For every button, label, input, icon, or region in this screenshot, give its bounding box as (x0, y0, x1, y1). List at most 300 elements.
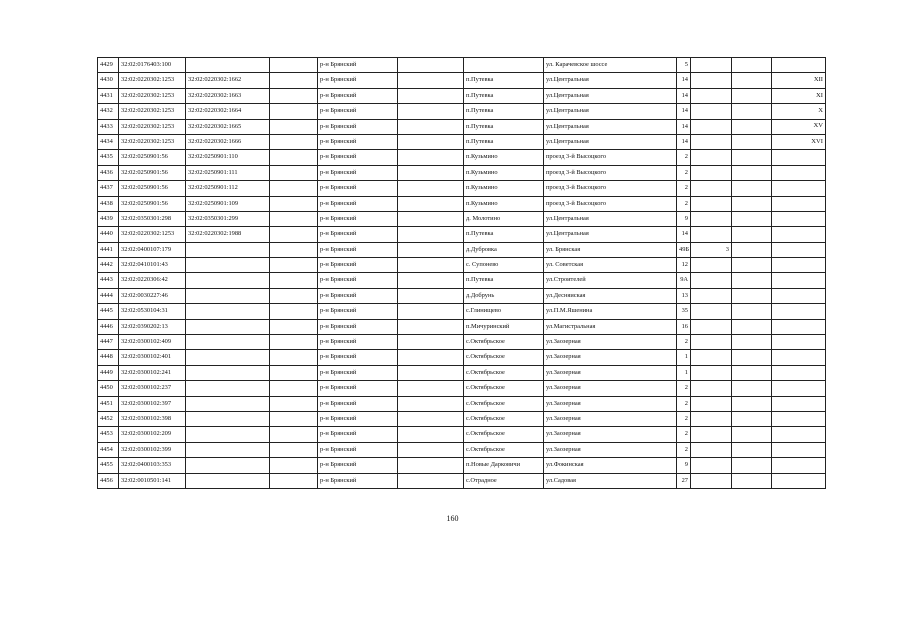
cell-empty (732, 58, 772, 73)
cell-settlement: п.Новые Дарковичи (464, 458, 544, 473)
cell-empty (398, 181, 464, 196)
cell-building (691, 319, 732, 334)
cell-district: р-н Брянский (318, 258, 398, 273)
cell-room-number: XII (772, 73, 826, 88)
table-row (98, 181, 826, 196)
cell-empty (398, 458, 464, 473)
cell-room-cadastral-number: 32:02:0250901:112 (186, 181, 270, 196)
cell-empty (270, 119, 318, 134)
cell-street: ул.Заозерная (544, 335, 677, 350)
cell-settlement: с.Октябрьское (464, 381, 544, 396)
cell-street: ул.Центральная (544, 227, 677, 242)
cell-empty (732, 381, 772, 396)
cell-settlement: д.Добрунь (464, 288, 544, 303)
table-row (98, 304, 826, 319)
cell-record-number: 4431 (98, 88, 119, 103)
cell-cadastral-number: 32:02:0220302:1253 (119, 104, 186, 119)
cell-empty (398, 396, 464, 411)
cell-record-number: 4452 (98, 411, 119, 426)
cell-room-number (772, 258, 826, 273)
cell-empty (398, 150, 464, 165)
cell-room-cadastral-number: 32:02:0220302:1665 (186, 119, 270, 134)
cell-empty (732, 365, 772, 380)
cell-settlement: д.Дубровка (464, 242, 544, 257)
cell-room-cadastral-number: 32:02:0250901:109 (186, 196, 270, 211)
cell-cadastral-number: 32:02:0400107:179 (119, 242, 186, 257)
cell-empty (270, 304, 318, 319)
cell-room-cadastral-number (186, 427, 270, 442)
cell-cadastral-number: 32:02:0390202:13 (119, 319, 186, 334)
cell-street: ул.П.М.Яшенина (544, 304, 677, 319)
cell-district: р-н Брянский (318, 150, 398, 165)
cell-empty (732, 473, 772, 488)
cell-empty (270, 411, 318, 426)
cell-empty (270, 165, 318, 180)
cell-cadastral-number: 32:02:0400103:353 (119, 458, 186, 473)
cell-empty (270, 227, 318, 242)
cell-house: 49Б (677, 242, 691, 257)
table-row (98, 427, 826, 442)
cell-cadastral-number: 32:02:0220302:1253 (119, 73, 186, 88)
cell-room-cadastral-number: 32:02:0250901:111 (186, 165, 270, 180)
cell-building (691, 396, 732, 411)
cell-room-cadastral-number (186, 411, 270, 426)
cell-room-number (772, 227, 826, 242)
cell-street: ул.Заозерная (544, 396, 677, 411)
cell-district: р-н Брянский (318, 119, 398, 134)
cell-empty (732, 335, 772, 350)
cell-cadastral-number: 32:02:0220302:1253 (119, 227, 186, 242)
cell-empty (732, 458, 772, 473)
cell-room-cadastral-number (186, 365, 270, 380)
cell-empty (398, 319, 464, 334)
table-row (98, 242, 826, 257)
cell-empty (398, 258, 464, 273)
cell-district: р-н Брянский (318, 196, 398, 211)
cell-settlement: с.Октябрьское (464, 411, 544, 426)
cell-building (691, 119, 732, 134)
cell-cadastral-number: 32:02:0010501:141 (119, 473, 186, 488)
cell-building (691, 365, 732, 380)
cell-room-cadastral-number (186, 319, 270, 334)
cell-record-number: 4435 (98, 150, 119, 165)
cell-room-number (772, 273, 826, 288)
cell-room-number (772, 335, 826, 350)
cell-room-number (772, 381, 826, 396)
cell-settlement (464, 58, 544, 73)
cell-building: 3 (691, 242, 732, 257)
cell-house: 2 (677, 196, 691, 211)
cell-building (691, 381, 732, 396)
cell-settlement: с.Октябрьское (464, 365, 544, 380)
cell-room-number (772, 58, 826, 73)
cell-building (691, 273, 732, 288)
cell-street: ул.Центральная (544, 119, 677, 134)
cell-district: р-н Брянский (318, 411, 398, 426)
cell-empty (732, 411, 772, 426)
cell-room-cadastral-number: 32:02:0220302:1664 (186, 104, 270, 119)
cell-record-number: 4445 (98, 304, 119, 319)
cell-cadastral-number: 32:02:0300102:209 (119, 427, 186, 442)
cell-settlement: д. Молотино (464, 211, 544, 226)
cell-district: р-н Брянский (318, 335, 398, 350)
cell-street: ул. Карачевское шоссе (544, 58, 677, 73)
cell-empty (732, 104, 772, 119)
cell-street: ул.Магистральная (544, 319, 677, 334)
cell-street: ул.Центральная (544, 88, 677, 103)
table-row (98, 288, 826, 303)
cell-building (691, 335, 732, 350)
cell-street: проезд 3-й Высоцкого (544, 165, 677, 180)
cell-cadastral-number: 32:02:0220302:1253 (119, 134, 186, 149)
cell-house: 5 (677, 58, 691, 73)
cell-cadastral-number: 32:02:0250901:56 (119, 165, 186, 180)
cell-house: 35 (677, 304, 691, 319)
cell-cadastral-number: 32:02:0300102:398 (119, 411, 186, 426)
cell-empty (398, 350, 464, 365)
cell-house: 2 (677, 150, 691, 165)
cell-empty (732, 134, 772, 149)
cell-settlement: п.Путевка (464, 227, 544, 242)
cell-room-cadastral-number (186, 381, 270, 396)
cell-district: р-н Брянский (318, 427, 398, 442)
cell-record-number: 4433 (98, 119, 119, 134)
cell-cadastral-number: 32:02:0250901:56 (119, 181, 186, 196)
cell-district: р-н Брянский (318, 442, 398, 457)
cell-street: ул. Советская (544, 258, 677, 273)
cell-street: ул.Центральная (544, 73, 677, 88)
cell-empty (398, 242, 464, 257)
cell-empty (270, 319, 318, 334)
cell-record-number: 4437 (98, 181, 119, 196)
cell-record-number: 4438 (98, 196, 119, 211)
cell-record-number: 4454 (98, 442, 119, 457)
cell-record-number: 4443 (98, 273, 119, 288)
cell-room-number: XI (772, 88, 826, 103)
cell-empty (732, 258, 772, 273)
cell-settlement: с.Октябрьское (464, 396, 544, 411)
cell-record-number: 4453 (98, 427, 119, 442)
cell-cadastral-number: 32:02:0410101:43 (119, 258, 186, 273)
cell-street: ул.Центральная (544, 211, 677, 226)
cell-empty (270, 88, 318, 103)
cell-room-cadastral-number (186, 335, 270, 350)
registry-table (97, 57, 826, 489)
cell-district: р-н Брянский (318, 381, 398, 396)
cell-house: 14 (677, 104, 691, 119)
cell-record-number: 4429 (98, 58, 119, 73)
cell-empty (270, 365, 318, 380)
cell-street: ул.Заозерная (544, 442, 677, 457)
cell-building (691, 58, 732, 73)
cell-district: р-н Брянский (318, 165, 398, 180)
cell-building (691, 258, 732, 273)
table-row (98, 104, 826, 119)
cell-room-cadastral-number (186, 242, 270, 257)
cell-district: р-н Брянский (318, 73, 398, 88)
cell-settlement: с.Глинищево (464, 304, 544, 319)
cell-district: р-н Брянский (318, 104, 398, 119)
cell-street: ул.Центральная (544, 134, 677, 149)
cell-street: ул.Заозерная (544, 350, 677, 365)
cell-empty (398, 227, 464, 242)
cell-building (691, 304, 732, 319)
cell-cadastral-number: 32:02:0250901:56 (119, 196, 186, 211)
cell-district: р-н Брянский (318, 350, 398, 365)
cell-empty (398, 273, 464, 288)
cell-room-cadastral-number (186, 458, 270, 473)
cell-room-cadastral-number: 32:02:0220302:1666 (186, 134, 270, 149)
cell-house: 2 (677, 335, 691, 350)
cell-empty (732, 288, 772, 303)
cell-room-cadastral-number (186, 258, 270, 273)
table-row (98, 258, 826, 273)
cell-empty (398, 134, 464, 149)
cell-empty (732, 396, 772, 411)
cell-settlement: п.Путевка (464, 273, 544, 288)
cell-room-cadastral-number (186, 304, 270, 319)
cell-street: ул.Центральная (544, 104, 677, 119)
cell-street: проезд 3-й Высоцкого (544, 150, 677, 165)
cell-room-number: XVI (772, 134, 826, 149)
table-row (98, 73, 826, 88)
cell-settlement: с.Октябрьское (464, 442, 544, 457)
cell-empty (270, 58, 318, 73)
cell-empty (732, 181, 772, 196)
cell-settlement: с.Октябрьское (464, 427, 544, 442)
cell-settlement: с.Отрадное (464, 473, 544, 488)
cell-empty (270, 273, 318, 288)
cell-empty (270, 427, 318, 442)
cell-cadastral-number: 32:02:0250901:56 (119, 150, 186, 165)
cell-empty (270, 473, 318, 488)
cell-record-number: 4434 (98, 134, 119, 149)
cell-district: р-н Брянский (318, 273, 398, 288)
cell-room-number (772, 365, 826, 380)
cell-district: р-н Брянский (318, 458, 398, 473)
cell-room-number (772, 181, 826, 196)
cell-room-number: XV (772, 119, 826, 134)
cell-empty (270, 381, 318, 396)
cell-cadastral-number: 32:02:0176403:100 (119, 58, 186, 73)
cell-settlement: п.Кузьмино (464, 181, 544, 196)
cell-street: ул.Десняиская (544, 288, 677, 303)
table-row (98, 335, 826, 350)
cell-room-number (772, 411, 826, 426)
cell-empty (270, 396, 318, 411)
cell-street: проезд 3-й Высоцкого (544, 196, 677, 211)
cell-house: 2 (677, 181, 691, 196)
cell-record-number: 4432 (98, 104, 119, 119)
cell-district: р-н Брянский (318, 211, 398, 226)
cell-street: ул.Садовая (544, 473, 677, 488)
cell-house: 9А (677, 273, 691, 288)
cell-room-number (772, 211, 826, 226)
cell-empty (732, 227, 772, 242)
cell-street: ул.Строителей (544, 273, 677, 288)
cell-cadastral-number: 32:02:0220302:1253 (119, 88, 186, 103)
cell-house: 14 (677, 88, 691, 103)
cell-building (691, 134, 732, 149)
cell-empty (732, 88, 772, 103)
cell-empty (732, 150, 772, 165)
cell-street: ул.Заозерная (544, 427, 677, 442)
table-row (98, 473, 826, 488)
cell-settlement: п.Кузьмино (464, 196, 544, 211)
cell-street: ул. Брянская (544, 242, 677, 257)
cell-room-number (772, 319, 826, 334)
cell-cadastral-number: 32:02:0300102:399 (119, 442, 186, 457)
cell-record-number: 4446 (98, 319, 119, 334)
table-row (98, 396, 826, 411)
cell-empty (270, 150, 318, 165)
cell-room-number (772, 150, 826, 165)
cell-empty (270, 104, 318, 119)
cell-empty (732, 73, 772, 88)
cell-room-cadastral-number (186, 350, 270, 365)
cell-settlement: п.Путевка (464, 104, 544, 119)
cell-empty (732, 427, 772, 442)
cell-empty (732, 273, 772, 288)
table-row (98, 165, 826, 180)
cell-street: ул.Фокинская (544, 458, 677, 473)
cell-cadastral-number: 32:02:0300102:409 (119, 335, 186, 350)
cell-house: 1 (677, 365, 691, 380)
cell-building (691, 150, 732, 165)
cell-street: проезд 3-й Высоцкого (544, 181, 677, 196)
cell-empty (270, 196, 318, 211)
cell-room-number (772, 288, 826, 303)
cell-record-number: 4444 (98, 288, 119, 303)
cell-empty (398, 442, 464, 457)
cell-cadastral-number: 32:02:0300102:397 (119, 396, 186, 411)
cell-district: р-н Брянский (318, 304, 398, 319)
cell-empty (270, 73, 318, 88)
cell-empty (732, 242, 772, 257)
cell-record-number: 4455 (98, 458, 119, 473)
cell-record-number: 4440 (98, 227, 119, 242)
cell-empty (270, 335, 318, 350)
table-row (98, 134, 826, 149)
table-row (98, 458, 826, 473)
cell-empty (398, 58, 464, 73)
cell-room-cadastral-number (186, 288, 270, 303)
cell-empty (398, 104, 464, 119)
table-row (98, 227, 826, 242)
cell-room-number (772, 350, 826, 365)
cell-record-number: 4430 (98, 73, 119, 88)
cell-house: 12 (677, 258, 691, 273)
cell-settlement: п.Путевка (464, 73, 544, 88)
cell-room-number (772, 165, 826, 180)
cell-settlement: п.Путевка (464, 88, 544, 103)
cell-district: р-н Брянский (318, 396, 398, 411)
cell-record-number: 4447 (98, 335, 119, 350)
cell-record-number: 4449 (98, 365, 119, 380)
cell-empty (270, 458, 318, 473)
cell-room-number (772, 304, 826, 319)
cell-cadastral-number: 32:02:0220306:42 (119, 273, 186, 288)
cell-building (691, 88, 732, 103)
cell-empty (398, 335, 464, 350)
cell-empty (732, 196, 772, 211)
cell-house: 14 (677, 134, 691, 149)
cell-room-cadastral-number: 32:02:0220302:1663 (186, 88, 270, 103)
cell-record-number: 4439 (98, 211, 119, 226)
cell-empty (732, 211, 772, 226)
cell-house: 9 (677, 211, 691, 226)
table-row (98, 319, 826, 334)
table-row (98, 350, 826, 365)
cell-room-number (772, 196, 826, 211)
cell-building (691, 350, 732, 365)
cell-district: р-н Брянский (318, 181, 398, 196)
cell-empty (270, 181, 318, 196)
cell-record-number: 4448 (98, 350, 119, 365)
cell-building (691, 442, 732, 457)
cell-house: 14 (677, 119, 691, 134)
cell-empty (270, 442, 318, 457)
cell-record-number: 4442 (98, 258, 119, 273)
cell-house: 2 (677, 165, 691, 180)
cell-empty (398, 165, 464, 180)
table-row (98, 150, 826, 165)
cell-building (691, 411, 732, 426)
cell-house: 2 (677, 396, 691, 411)
cell-room-cadastral-number: 32:02:0250901:110 (186, 150, 270, 165)
cell-empty (398, 119, 464, 134)
cell-empty (398, 73, 464, 88)
cell-room-cadastral-number (186, 473, 270, 488)
cell-empty (398, 411, 464, 426)
cell-district: р-н Брянский (318, 242, 398, 257)
cell-house: 1 (677, 350, 691, 365)
table-row (98, 196, 826, 211)
cell-room-number (772, 427, 826, 442)
cell-settlement: с.Октябрьское (464, 350, 544, 365)
cell-empty (270, 288, 318, 303)
cell-house: 2 (677, 442, 691, 457)
cell-empty (270, 350, 318, 365)
table-row (98, 119, 826, 134)
cell-record-number: 4451 (98, 396, 119, 411)
cell-building (691, 104, 732, 119)
cell-district: р-н Брянский (318, 88, 398, 103)
cell-room-cadastral-number: 32:02:0220302:1662 (186, 73, 270, 88)
cell-empty (398, 381, 464, 396)
cell-district: р-н Брянский (318, 473, 398, 488)
cell-district: р-н Брянский (318, 58, 398, 73)
cell-house: 13 (677, 288, 691, 303)
cell-building (691, 227, 732, 242)
cell-house: 2 (677, 427, 691, 442)
cell-street: ул.Заозерная (544, 411, 677, 426)
cell-empty (398, 211, 464, 226)
cell-district: р-н Брянский (318, 288, 398, 303)
cell-room-cadastral-number: 32:02:0350301:299 (186, 211, 270, 226)
cell-building (691, 473, 732, 488)
cell-room-cadastral-number: 32:02:0220302:1988 (186, 227, 270, 242)
cell-room-cadastral-number (186, 396, 270, 411)
cell-house: 14 (677, 73, 691, 88)
cell-house: 27 (677, 473, 691, 488)
table-row (98, 442, 826, 457)
cell-room-number (772, 458, 826, 473)
cell-empty (270, 258, 318, 273)
cell-district: р-н Брянский (318, 319, 398, 334)
cell-house: 16 (677, 319, 691, 334)
cell-building (691, 73, 732, 88)
